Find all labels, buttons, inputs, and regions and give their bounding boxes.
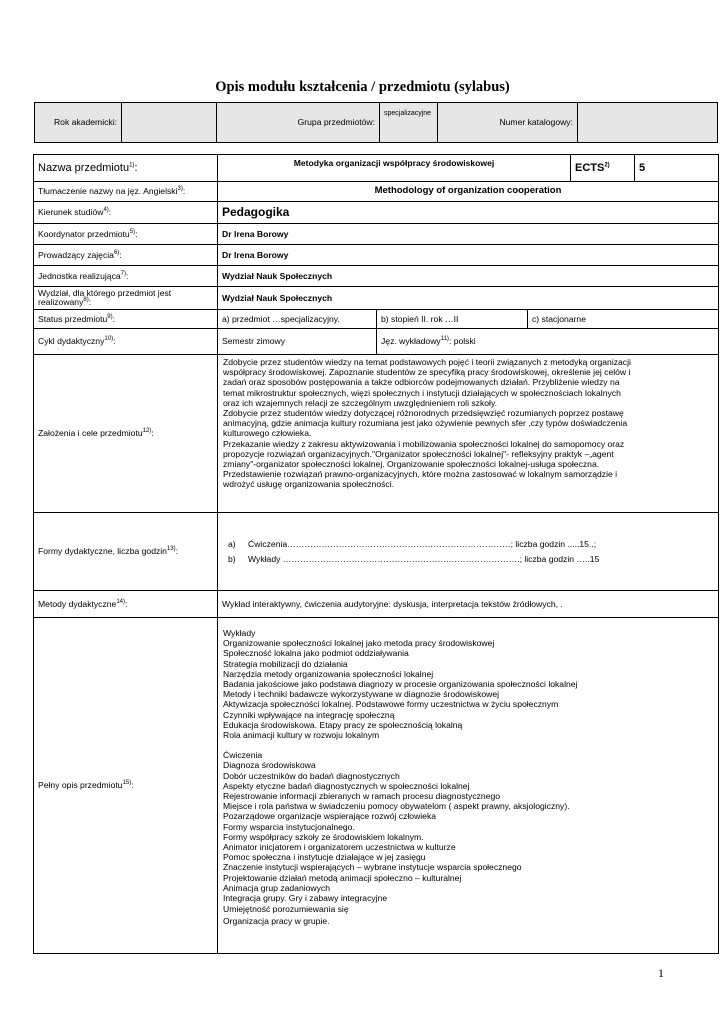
zalozenia-line: kulturowego człowieka.	[223, 428, 312, 439]
opis-line: Badania jakościowe jako podstawa diagnozy w procesie organizowania społeczności lokalnej	[223, 679, 578, 690]
metody-label: Metody dydaktyczne$^{14)}$:	[34, 591, 218, 618]
ects-label: ECTS$^{2)}$	[571, 155, 635, 182]
numer-katalogowy-value[interactable]	[578, 103, 718, 143]
page-number: 1	[658, 966, 664, 980]
opis-line: Ćwiczenia	[223, 750, 263, 761]
opis-line: Edukacja środowiskowa. Etapy pracy ze społecznością lokalną	[223, 719, 463, 730]
status-label: Status przedmiotu$^{9)}$:	[34, 310, 218, 329]
numer-katalogowy-label: Numer katalogowy:	[438, 103, 578, 143]
status-a: a) przedmiot …specjalizacyjny.	[218, 310, 377, 329]
formy-item: a) Ćwiczenia……………………………………………………………………; liczba godzin .....15..;	[228, 538, 597, 549]
opis-line: Umiejętność porozumiewania się	[223, 904, 349, 915]
wydzial-label: Wydział, dla którego przedmiot jest realizowany$^{8)}$:	[34, 287, 218, 310]
opis-line: Projektowanie działań metodą animacji społeczno – kulturalnej	[223, 872, 462, 883]
opis-line: Animator inicjatorem i organizatorem uczestnictwa w kulturze	[223, 842, 456, 853]
zalozenia-line: wdrożyć usługę organizowania społeczności.	[223, 479, 395, 490]
opis-line: Znaczenie instytucji wspierających – wybrane instytucje wsparcia społecznego	[223, 862, 522, 873]
opis-line: Aspekty etyczne badań diagnostycznych w społeczności lokalnej	[223, 780, 470, 791]
pelny-opis-label: Pełny opis przedmiotu$^{15)}$:	[34, 618, 218, 954]
opis-line: Pomoc społeczna i instytucje działające w jej zasięgu	[223, 852, 426, 863]
prowadzacy-label: Prowadzący zajęcia$^{6)}$:	[34, 245, 218, 266]
opis-line: Metody i techniki badawcze wykorzystywane w diagnozie środowiskowej	[223, 689, 500, 700]
zalozenia-line: oraz ich wzajemnych relacji ze szczególnym uwzględnieniem roli szkoły.	[223, 397, 497, 408]
opis-line: Miejsce i rola państwa w świadczeniu pomocy obywatelom ( aspekt prawny, aksjologiczny).	[223, 801, 570, 812]
cykl-jezyk: Jęz. wykładowy$^{11)}$: polski	[377, 329, 719, 355]
cykl-label: Cykl dydaktyczny$^{10)}$:	[34, 329, 218, 355]
opis-line: Animacja grup zadaniowych	[223, 882, 331, 893]
zalozenia-line: temat mikrostruktur społecznych, więzi społecznych i instytucji działających w społecznościach lokalnych	[223, 387, 621, 398]
prowadzacy-value: Dr Irena Borowy	[218, 245, 719, 266]
nazwa-przedmiotu-value: Metodyka organizacji współpracy środowiskowej	[218, 155, 571, 182]
ects-value: 5	[635, 155, 719, 182]
grupa-przedmiotow-label: Grupa przedmiotów:	[217, 103, 380, 143]
opis-line	[223, 740, 713, 750]
opis-line: Narzędzia metody organizowania społeczności lokalnej	[223, 668, 434, 679]
header-table	[34, 102, 718, 143]
metody-value: Wykład interaktywny, ćwiczenia audytoryjne: dyskusja, interpretacja tekstów źródłowych, .	[218, 591, 719, 618]
jednostka-label: Jednostka realizująca$^{7)}$:	[34, 266, 218, 287]
koordynator-label: Koordynator przedmiotu$^{5)}$:	[34, 224, 218, 245]
zalozenia-line: Zdobycie przez studentów wiedzy na temat podstawowych pojęć i teorii związanych z metodyką organizacji	[223, 357, 631, 367]
opis-line: Rola animacji kultury w rozwoju lokalnym	[223, 730, 380, 741]
opis-line: Wykłady	[223, 628, 256, 638]
koordynator-value: Dr Irena Borowy	[218, 224, 719, 245]
opis-line: Strategia mobilizacji do działania	[223, 658, 348, 669]
opis-line: Społeczność lokalna jako podmiot oddziaływania	[223, 648, 409, 659]
opis-line: Integracja grupy. Gry i zabawy integracyjne	[223, 893, 388, 904]
opis-line: Czynniki wpływające na integrację społeczną	[223, 709, 395, 720]
zalozenia-line: zmiany"-organizator społeczności lokalnej. Organizowanie społeczności lokalnej-usługa społeczna.	[223, 459, 600, 470]
zalozenia-line: Przekazanie wiedzy z zakresu aktywizowania i mobilizowania społeczności lokalnej do samopomocy oraz	[223, 438, 625, 449]
rok-akademicki-label: Rok akademicki:	[35, 103, 122, 143]
formy-label: Formy dydaktyczne, liczba godzin$^{13)}$:	[34, 513, 218, 591]
wydzial-value: Wydział Nauk Społecznych	[218, 287, 719, 310]
opis-line: Diagnoza środowiskowa	[223, 760, 316, 771]
opis-line: Pozarządowe organizacje wspierające rozwój człowieka	[223, 811, 437, 822]
grupa-przedmiotow-value[interactable]: specjalizacyjne	[380, 103, 438, 143]
kierunek-value: Pedagogika	[218, 202, 719, 224]
zalozenia-line: zadań oraz sposobów postępowania a także odbiorców podejmowanych działań. Przybliżenie wiedzy na	[223, 377, 620, 388]
jednostka-value: Wydział Nauk Społecznych	[218, 266, 719, 287]
zalozenia-line: propozycje rozwiązań organizacyjnych."Organizator społeczności lokalnej"- refleksyjny praktyk –„agent	[223, 448, 614, 459]
tlumaczenie-value: Methodology of organization cooperation	[218, 182, 719, 202]
opis-line: Rejestrowanie informacji zbieranych w ramach procesu diagnostycznego	[223, 791, 501, 802]
formy-item: b) Wykłady ………………………………………………….…………………….; liczba godzin …..15	[228, 553, 600, 564]
syllabus-table	[33, 154, 719, 954]
kierunek-label: Kierunek studiów$^{4)}$:	[34, 202, 218, 224]
zalozenia-line: Zdobycie przez studentów wiedzy dotyczącej różnorodnych przedsięwzięć rozumianych poprzez postawę	[223, 408, 624, 419]
status-b: b) stopień II. rok …II	[377, 310, 528, 329]
pelny-opis-text	[218, 618, 719, 954]
rok-akademicki-value[interactable]	[122, 103, 217, 143]
tlumaczenie-label: Tłumaczenie nazwy na jęz. Angielski$^{3)}$:	[34, 182, 218, 202]
nazwa-przedmiotu-label: Nazwa przedmiotu$^{1)}$:	[34, 155, 218, 182]
zalozenia-label: Założenia i cele przedmiotu$^{12)}$:	[34, 355, 218, 513]
opis-line: Formy współpracy szkoły ze środowiskiem lokalnym.	[223, 831, 424, 842]
zalozenia-line: współpracy środowiskowej. Zapoznanie studentów ze specyfiką pracy środowiskowej, określenie jej celów i	[223, 367, 631, 378]
cykl-semestr: Semestr zimowy	[218, 329, 377, 355]
opis-line: Organizowanie społeczności lokalnej jako metoda pracy środowiskowej	[223, 638, 495, 649]
formy-list	[218, 513, 719, 591]
opis-line: Formy wsparcia instytucjonalnego.	[223, 821, 355, 832]
zalozenia-line: Przedstawienie rozwiązań prawno-organizacyjnych, które można zastosować w lokalnym samorządzie i	[223, 469, 618, 480]
opis-line: Aktywizacja społeczności lokalnej. Podstawowe formy uczestnictwa w życiu społecznym	[223, 699, 559, 710]
zalozenia-text	[218, 355, 719, 513]
opis-line: Dobór uczestników do badań diagnostycznych	[223, 770, 400, 781]
zalozenia-line: animacyjną, gdzie animacja kultury rozumiana jest jako ożywienie pewnych sfer ,czy typów doświadczenia	[223, 418, 628, 429]
status-c: c) stacjonarne	[528, 310, 719, 329]
opis-line: Organizacja pracy w grupie.	[223, 916, 330, 927]
page-title: Opis modułu kształcenia / przedmiotu (sylabus)	[215, 79, 510, 95]
